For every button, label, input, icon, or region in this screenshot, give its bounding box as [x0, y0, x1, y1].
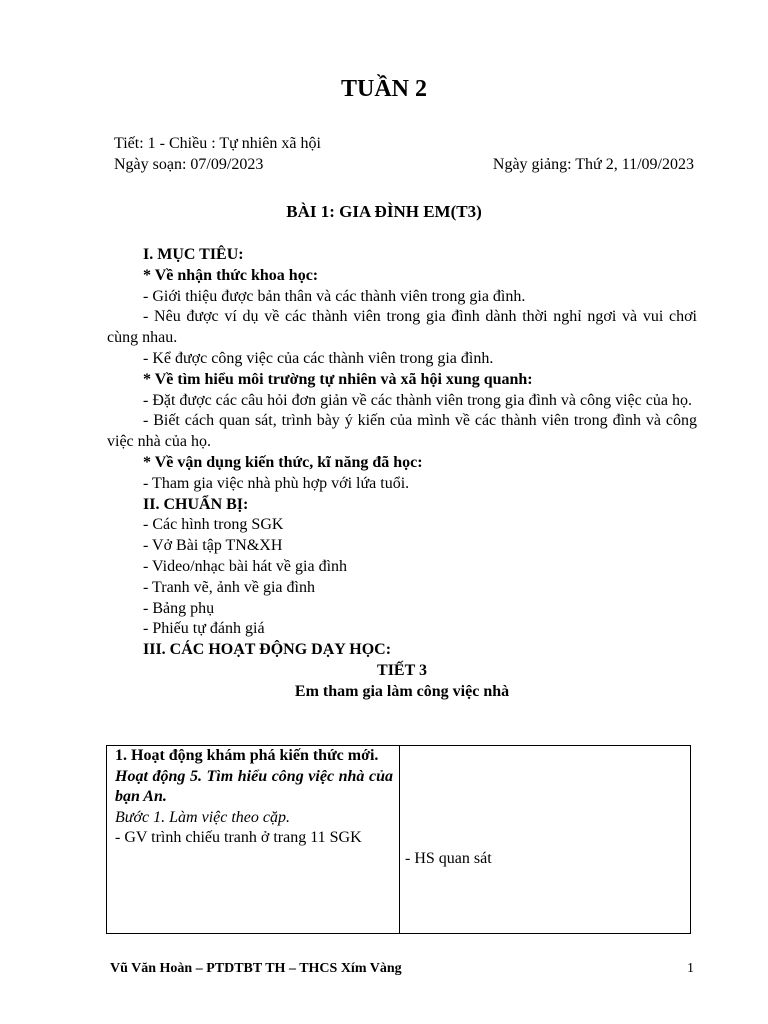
teacher-cell [107, 746, 400, 934]
period-heading: TIẾT 3 [377, 661, 427, 679]
explore-heading: * Về tìm hiểu môi trường tự nhiên và xã hội xung quanh: [143, 370, 533, 388]
apply-heading: * Về vận dụng kiến thức, kĩ năng đã học: [143, 453, 423, 471]
explore-item: - Biết cách quan sát, trình bày ý kiến của mình về các thành viên trong đình và công việc nhà của họ. [107, 412, 697, 451]
page-footer [110, 959, 694, 979]
date-row [114, 154, 694, 175]
preparation-item: - Vở Bài tập TN&XH [143, 537, 283, 555]
prep-date: Ngày soạn: 07/09/2023 [114, 156, 264, 173]
student-cell [400, 746, 691, 934]
week-title: TUẦN 2 [340, 76, 427, 102]
table-row [107, 746, 691, 934]
preparation-heading: II. CHUẨN BỊ: [143, 495, 249, 513]
page-number: 1 [687, 961, 694, 976]
footer-author: Vũ Văn Hoàn – PTDTBT TH – THCS Xím Vàng [110, 961, 402, 976]
topic-heading: Em tham gia làm công việc nhà [294, 682, 510, 700]
preparation-item: - Tranh vẽ, ảnh về gia đình [143, 578, 315, 596]
activity-title: Hoạt động 5. Tìm hiểu công việc nhà của bạn An. [115, 767, 393, 805]
teach-date: Ngày giảng: Thứ 2, 11/09/2023 [492, 156, 694, 173]
activity-step: Bước 1. Làm việc theo cặp. [115, 808, 290, 826]
activities-heading: III. CÁC HOẠT ĐỘNG DẠY HỌC: [143, 641, 392, 659]
preparation-item: - Bảng phụ [143, 599, 215, 617]
student-action: - HS quan sát [405, 849, 492, 867]
knowledge-item: - Kể được công việc của các thành viên trong gia đình. [143, 349, 494, 367]
lesson-body [107, 245, 697, 703]
objectives-heading: I. MỤC TIÊU: [143, 246, 244, 263]
preparation-item: - Video/nhạc bài hát về gia đình [143, 557, 348, 575]
preparation-item: - Các hình trong SGK [143, 516, 284, 534]
knowledge-item: - Nêu được ví dụ về các thành viên trong gia đình dành thời nghỉ ngơi và vui chơi cùng nhau. [107, 308, 697, 347]
knowledge-heading: * Về nhận thức khoa học: [143, 266, 319, 284]
apply-item: - Tham gia việc nhà phù hợp với lứa tuổi. [143, 474, 410, 492]
explore-item: - Đặt được các câu hỏi đơn giản về các thành viên trong gia đình và công việc của họ. [143, 391, 692, 409]
activity-section-heading: 1. Hoạt động khám phá kiến thức mới. [115, 747, 379, 764]
knowledge-item: - Giới thiệu được bản thân và các thành viên trong gia đình. [143, 287, 526, 305]
lesson-title: BÀI 1: GIA ĐÌNH EM(T3) [286, 202, 482, 221]
preparation-item: - Phiếu tự đánh giá [143, 620, 265, 638]
period-line: Tiết: 1 - Chiều : Tự nhiên xã hội [114, 135, 321, 152]
teacher-action: - GV trình chiếu tranh ở trang 11 SGK [115, 829, 362, 846]
activity-table [106, 745, 691, 934]
